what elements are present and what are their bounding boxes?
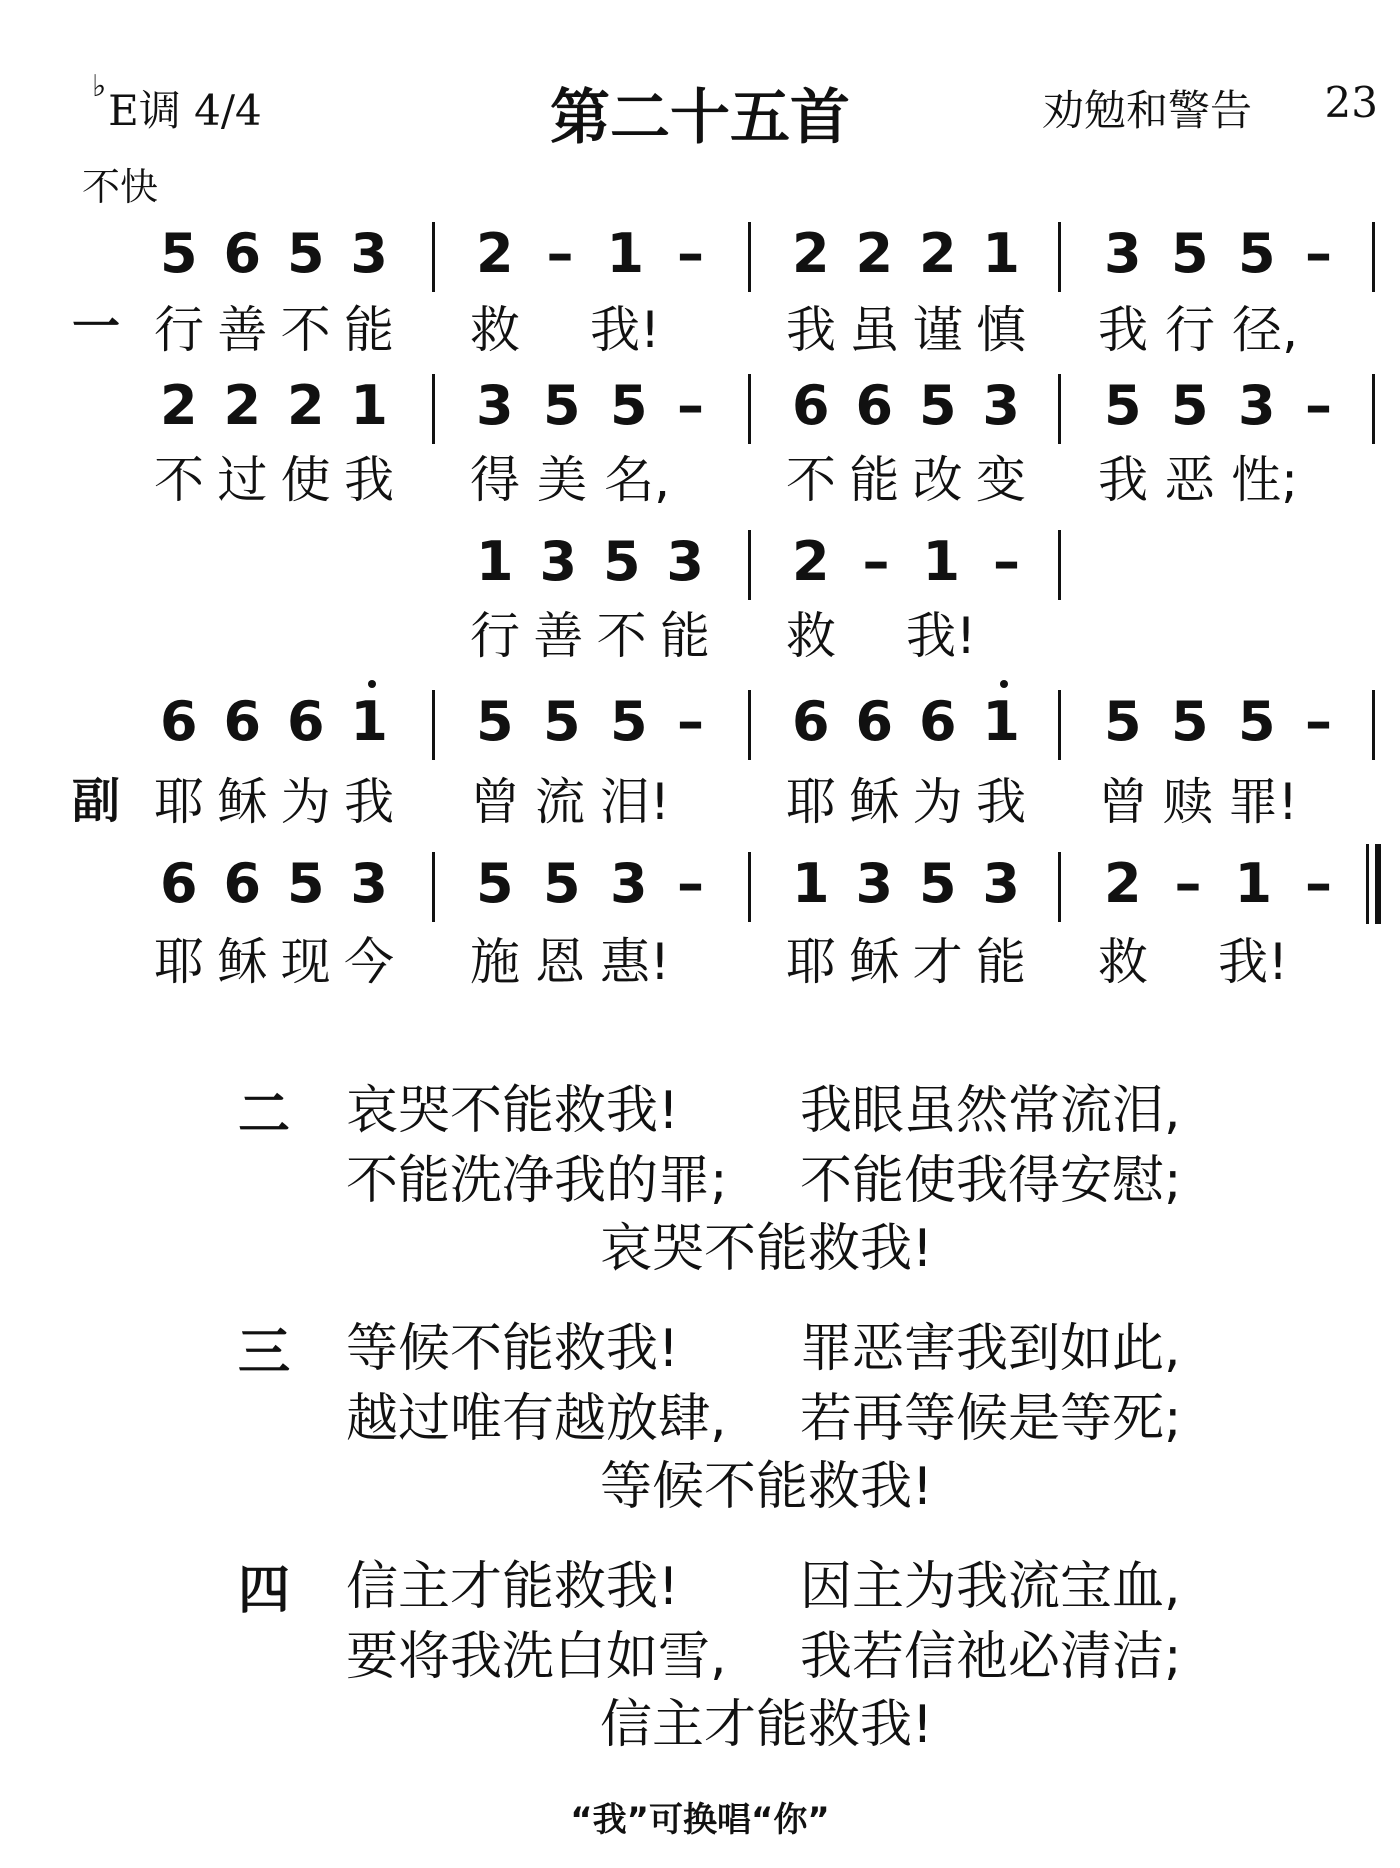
page-number: 23	[1324, 78, 1378, 127]
notes-r2-m3: 6 6 5 3	[792, 374, 1020, 437]
lyrics-r3-m2: 救 我!	[786, 607, 976, 665]
notes-r3-m1: 1 3 5 3	[476, 530, 704, 593]
verse2-line2a: 不能洗净我的罪;	[346, 1151, 728, 1211]
lyrics-r4-m4: 曾 赎 罪!	[1098, 773, 1298, 831]
lyrics-r3-m1: 行 善 不 能	[470, 607, 710, 665]
chorus-label: 副	[72, 773, 121, 829]
notes-r3-m2: 2 – 1 –	[792, 530, 1020, 593]
verse2-line1a: 哀哭不能救我!	[346, 1081, 679, 1141]
lyrics-r5-m2: 施 恩 惠!	[470, 933, 670, 991]
tempo-marking: 不快	[82, 165, 159, 209]
lyrics-r5-m4: 救 我!	[1098, 933, 1288, 991]
lyrics-r2-m2: 得 美 名,	[470, 451, 670, 509]
flat-sign: ♭	[92, 69, 107, 104]
notes-r4-m4: 5 5 5 –	[1104, 690, 1332, 753]
lyrics-r4-m1: 耶 稣 为 我	[154, 773, 394, 831]
notes-r1-m4: 3 5 5 –	[1104, 222, 1332, 285]
key-text: E调 4/4	[108, 86, 262, 135]
footnote: “我”可换唱“你”	[570, 1800, 830, 1840]
notes-r1-m1: 5 6 5 3	[160, 222, 388, 285]
notes-r2-m2: 3 5 5 –	[476, 374, 704, 437]
notes-r5-m3: 1 3 5 3	[792, 852, 1020, 915]
verse2-line2b: 不能使我得安慰;	[800, 1151, 1182, 1211]
lyrics-r1-m1: 行 善 不 能	[154, 301, 394, 359]
verse2-line3: 哀哭不能救我!	[600, 1219, 933, 1279]
verse4-line1a: 信主才能救我!	[346, 1557, 679, 1617]
verse4-line2b: 我若信祂必清洁;	[800, 1627, 1182, 1687]
lyrics-r1-m4: 我 行 径,	[1098, 301, 1298, 359]
verse-label-1: 一	[72, 299, 121, 355]
notes-r2-m1: 2 2 2 1	[160, 374, 388, 437]
verse3-line3: 等候不能救我!	[600, 1457, 933, 1517]
lyrics-r5-m3: 耶 稣 才 能	[786, 933, 1026, 991]
notes-r1-m3: 2 2 2 1	[792, 222, 1020, 285]
notes-r5-m4: 2 – 1 –	[1104, 852, 1332, 915]
lyrics-r5-m1: 耶 稣 现 今	[154, 933, 394, 991]
verse-number-3: 三	[238, 1323, 291, 1383]
notes-r4-m2: 5 5 5 –	[476, 690, 704, 753]
verse2-line1b: 我眼虽然常流泪,	[800, 1081, 1181, 1141]
verse4-line3: 信主才能救我!	[600, 1695, 933, 1755]
lyrics-r2-m3: 不 能 改 变	[786, 451, 1026, 509]
lyrics-r4-m3: 耶 稣 为 我	[786, 773, 1026, 831]
lyrics-r4-m2: 曾 流 泪!	[470, 773, 670, 831]
verse-number-2: 二	[238, 1085, 291, 1145]
notes-r1-m2: 2 – 1 –	[476, 222, 704, 285]
lyrics-r1-m2: 救 我!	[470, 301, 660, 359]
notes-r2-m4: 5 5 3 –	[1104, 374, 1332, 437]
verse3-line2a: 越过唯有越放肆,	[346, 1389, 727, 1449]
notes-r4-m1: 6 6 6 1	[160, 690, 388, 753]
lyrics-r2-m1: 不 过 使 我	[154, 451, 394, 509]
verse3-line2b: 若再等候是等死;	[800, 1389, 1182, 1449]
verse4-line2a: 要将我洗白如雪,	[346, 1627, 727, 1687]
verse4-line1b: 因主为我流宝血,	[800, 1557, 1181, 1617]
notes-r4-m3: 6 6 6 1	[792, 690, 1020, 753]
verse3-line1b: 罪恶害我到如此,	[800, 1319, 1181, 1379]
verse-number-4: 四	[238, 1561, 291, 1621]
hymn-category: 劝勉和警告	[1041, 86, 1252, 135]
lyrics-r2-m4: 我 恶 性;	[1098, 451, 1298, 509]
lyrics-r1-m3: 我 虽 谨 慎	[786, 301, 1026, 359]
hymn-title: 第二十五首	[550, 83, 850, 153]
notes-r5-m1: 6 6 5 3	[160, 852, 388, 915]
verse3-line1a: 等候不能救我!	[346, 1319, 679, 1379]
notes-r5-m2: 5 5 3 –	[476, 852, 704, 915]
